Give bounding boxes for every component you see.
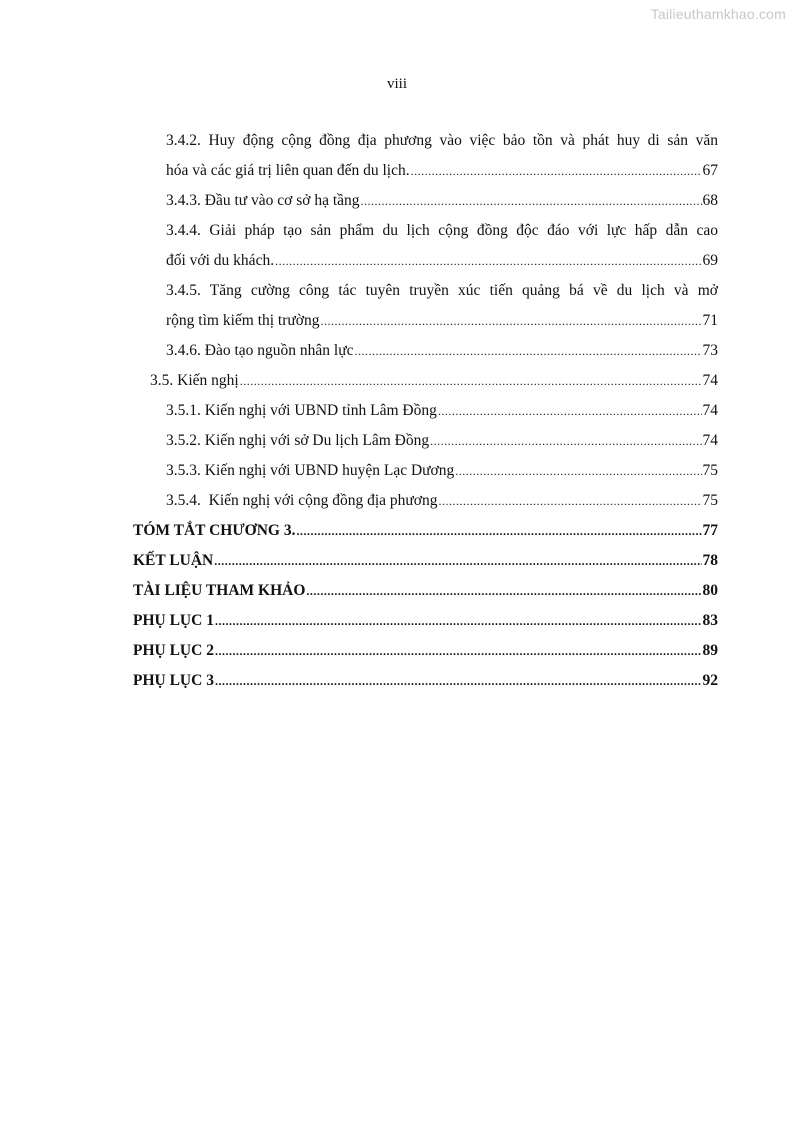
dot-leader: [321, 310, 702, 332]
toc-entry-text: TÀI LIỆU THAM KHẢO: [133, 582, 306, 599]
toc-entry-references[interactable]: [133, 580, 718, 602]
dot-leader: [215, 670, 702, 692]
dot-leader: [455, 460, 701, 482]
toc-entry-conclusion[interactable]: [133, 550, 718, 572]
watermark: Tailieuthamkhao.com: [650, 6, 786, 22]
toc-entry-text: KẾT LUẬN: [133, 552, 214, 569]
toc-entry-text-line1: 3.4.5. Tăng cường công tác tuyên truyền xúc tiến quảng bá về du lịch và mở: [166, 282, 718, 299]
dot-leader: [240, 370, 702, 392]
toc-entry-chapter3-summary[interactable]: [133, 520, 718, 542]
toc-page-number: 69: [702, 252, 718, 269]
toc-page-number: 74: [702, 372, 718, 389]
toc-entry-text: PHỤ LỤC 1: [133, 612, 214, 629]
toc-entry-3-5-4[interactable]: [166, 490, 718, 512]
toc-page-number: 71: [702, 312, 718, 329]
toc-page-number: 68: [702, 192, 718, 209]
toc-entry-text: 3.5. Kiến nghị: [150, 372, 239, 389]
dot-leader: [438, 490, 701, 512]
toc-page-number: 78: [702, 552, 718, 569]
toc-entry-3-5-1[interactable]: [166, 400, 718, 422]
toc-entry-text-line2: rộng tìm kiếm thị trường: [166, 312, 320, 329]
toc-page-number: 89: [702, 642, 718, 659]
toc-entry-3-5-3[interactable]: [166, 460, 718, 482]
toc-page-number: 80: [702, 582, 718, 599]
toc-entry-3-4-3[interactable]: [166, 190, 718, 212]
toc-page-number: 75: [702, 492, 718, 509]
dot-leader: [361, 190, 702, 212]
toc-entry-3-4-4[interactable]: [166, 220, 718, 242]
toc-entry-3-4-5-continued[interactable]: [166, 310, 718, 332]
toc-page-number: 92: [702, 672, 718, 689]
toc-page-number: 77: [702, 522, 718, 539]
toc-entry-text: 3.5.2. Kiến nghị với sở Du lịch Lâm Đồng: [166, 432, 430, 449]
dot-leader: [430, 430, 701, 452]
toc-entry-text: 3.5.3. Kiến nghị với UBND huyện Lạc Dương: [166, 462, 455, 479]
toc-entry-3-4-2-continued[interactable]: [166, 160, 718, 182]
toc-page-number: 83: [702, 612, 718, 629]
toc-entry-text: PHỤ LỤC 2: [133, 642, 214, 659]
dot-leader: [214, 550, 701, 572]
toc-entry-text: 3.5.1. Kiến nghị với UBND tỉnh Lâm Đồng: [166, 402, 437, 419]
dot-leader: [275, 250, 701, 272]
toc-entry-appendix-2[interactable]: [133, 640, 718, 662]
toc-entry-3-4-4-continued[interactable]: [166, 250, 718, 272]
toc-entry-3-5[interactable]: [150, 370, 718, 392]
toc-entry-text-line2: hóa và các giá trị liên quan đến du lịch.: [166, 162, 410, 179]
toc-entry-text: 3.4.6. Đào tạo nguồn nhân lực: [166, 342, 354, 359]
toc-entry-appendix-3[interactable]: [133, 670, 718, 692]
toc-entry-3-4-2[interactable]: [166, 130, 718, 152]
dot-leader: [438, 400, 702, 422]
toc-page-number: 74: [702, 402, 718, 419]
dot-leader: [215, 610, 702, 632]
toc-entry-3-4-5[interactable]: [166, 280, 718, 302]
dot-leader: [411, 160, 702, 182]
toc-entry-3-5-2[interactable]: [166, 430, 718, 452]
toc-entry-text: PHỤ LỤC 3: [133, 672, 214, 689]
dot-leader: [306, 580, 701, 602]
toc-entry-appendix-1[interactable]: [133, 610, 718, 632]
toc-entry-text: 3.4.3. Đầu tư vào cơ sở hạ tầng: [166, 192, 360, 209]
toc-entry-text-line2: đối với du khách.: [166, 252, 275, 269]
toc-page-number: 67: [702, 162, 718, 179]
dot-leader: [215, 640, 702, 662]
toc-entry-text: 3.5.4. Kiến nghị với cộng đồng địa phương: [166, 492, 438, 509]
toc-entry-text-line1: 3.4.4. Giải pháp tạo sản phẩm du lịch cộng đồng độc đáo với lực hấp dẫn cao: [166, 222, 718, 239]
toc-entry-text: TÓM TẮT CHƯƠNG 3.: [133, 522, 296, 539]
toc-page-number: 73: [702, 342, 718, 359]
toc-page-number: 74: [702, 432, 718, 449]
toc-entry-text-line1: 3.4.2. Huy động cộng đồng địa phương vào việc bảo tồn và phát huy di sản văn: [166, 132, 718, 149]
page-number: viii: [386, 76, 407, 92]
dot-leader: [354, 340, 701, 362]
toc-page-number: 75: [702, 462, 718, 479]
dot-leader: [296, 520, 701, 542]
toc-entry-3-4-6[interactable]: [166, 340, 718, 362]
